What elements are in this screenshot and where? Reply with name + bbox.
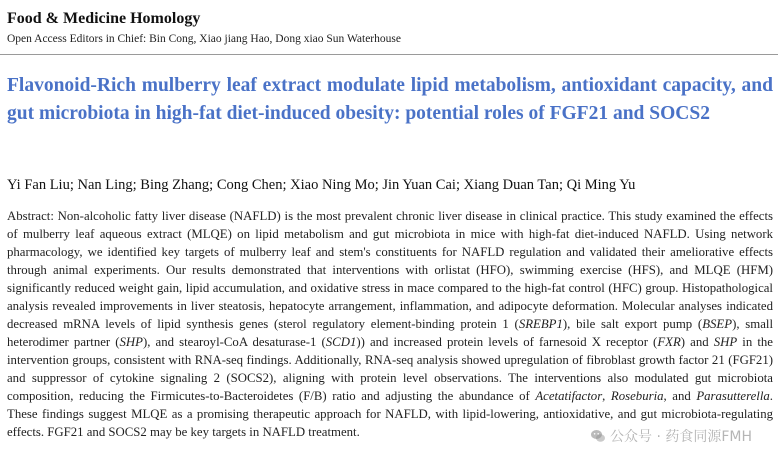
gene-srebp1: SREBP1 [518,317,563,331]
header-divider [0,54,778,55]
genus-roseburia: Roseburia [610,389,664,403]
abstract [7,207,773,441]
watermark-text: 公众号 · 药食同源FMH [610,429,753,445]
genus-acetatifactor: Acetatifactor [535,389,603,403]
abstract-text: , and [663,389,697,403]
gene-bsep: BSEP [702,317,733,331]
abstract-text: ), bile salt export pump ( [562,317,703,331]
author-list: Yi Fan Liu; Nan Ling; Bing Zhang; Cong Chen; Xiao Ning Mo; Jin Yuan Cai; Xiang Duan Tan; Qi Ming Yu [7,177,636,193]
abstract-text: , [602,389,611,403]
gene-shp: SHP [119,335,143,349]
journal-editors: Open Access Editors in Chief: Bin Cong, Xiao jiang Hao, Dong xiao Sun Waterhouse [7,33,401,45]
abstract-text: ) and [680,335,714,349]
journal-title: Food & Medicine Homology [7,10,201,27]
abstract-text: . These findings suggest MLQE as a promising therapeutic approach for NAFLD, with lipid-lowering, antioxidative, and gut microbiota-regulating effects. FGF21 and SOCS2 may be key targets in NAFLD treatment. [7,389,773,439]
gene-shp-2: SHP [713,335,738,349]
journal-header [7,9,771,47]
article-title: Flavonoid-Rich mulberry leaf extract modulate lipid metabolism, antioxidant capacity, and gut microbiota in high-fat diet-induced obesity: potential roles of FGF21 and SOCS2 [7,75,773,124]
abstract-text: Abstract: Non-alcoholic fatty liver disease (NAFLD) is the most prevalent chronic liver disease in clinical practice. This study examined the effects of mulberry leaf aqueous extract (MLQE) on lipid metabolism and gut microbiota in mice with high-fat diet-induced NAFLD. Using network pharmacology, we identified key targets of mulberry leaf and stem's constituents for NAFLD regulation and validated their ameliorative effects through animal experiments. Our results demonstrated that interventions with orlistat (HFO), swimming exercise (HFS), and MLQE (HFM) significantly reduced weight gain, lipid accumulation, and oxidative stress in mace compared to the high-fat control (HFC) group. Histopathological analysis revealed improvements in liver steatosis, hepatocyte arrangement, inflammation, and adipocyte deformation. Molecular analyses indicated decreased mRNA levels of lipid synthesis genes (sterol regulatory element-binding protein 1 ( [7,209,773,331]
abstract-text: )) and increased protein levels of farnesoid X receptor ( [356,335,658,349]
abstract-text: in the intervention groups, consistent with RNA-seq findings. Additionally, RNA-seq analysis showed upregulation of fibroblast growth factor 21 (FGF21) and suppressor of cytokine signaling 2 (SOCS2), aligning with protein level observations. The interventions also modulated gut microbiota composition, reducing the Firmicutes-to-Bacteroidetes (F/B) ratio and adjusting the abundance of [7,335,773,403]
genus-parasutterella: Parasutterella [696,389,770,403]
gene-scd1: SCD1 [325,335,357,349]
abstract-text: ), small heterodimer partner ( [7,317,773,349]
gene-fxr: FXR [657,335,681,349]
abstract-text: ), and stearoyl-CoA desaturase-1 ( [142,335,326,349]
